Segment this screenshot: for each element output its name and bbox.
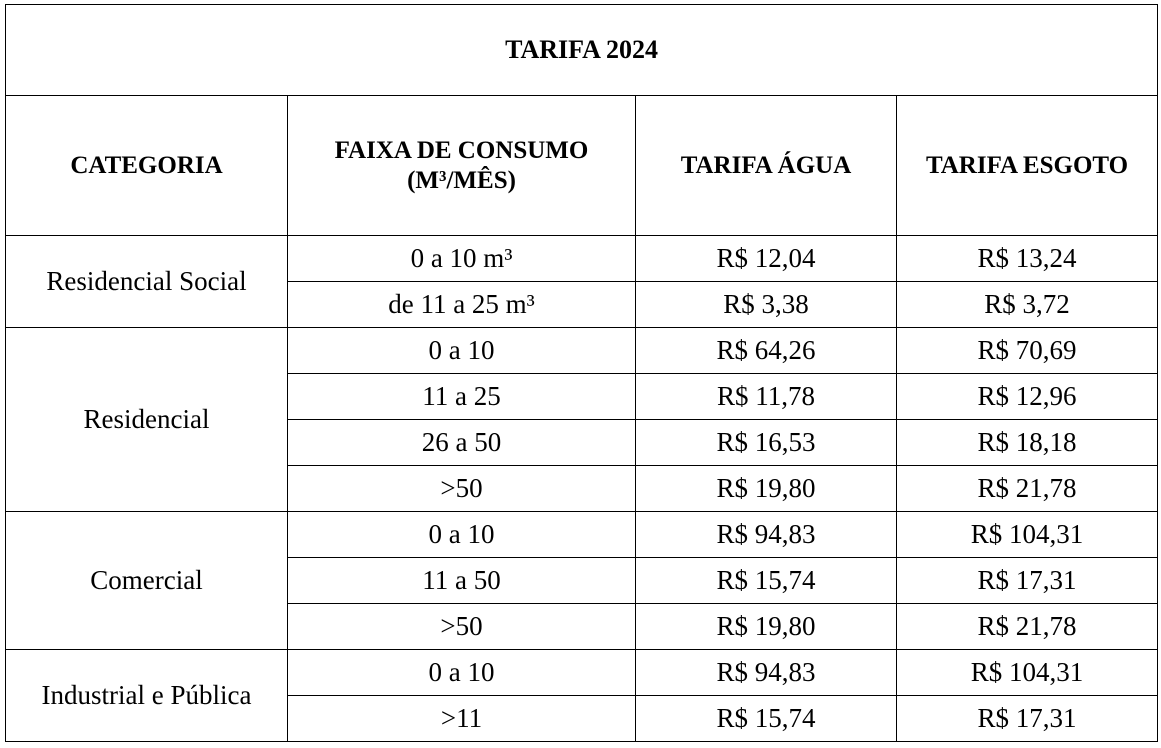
- table-title: TARIFA 2024: [6, 5, 1158, 96]
- range-cell: >11: [288, 696, 636, 742]
- category-cell: Industrial e Pública: [6, 650, 288, 742]
- sewer-tariff-cell: R$ 17,31: [897, 558, 1158, 604]
- water-tariff-cell: R$ 3,38: [636, 282, 897, 328]
- category-cell: Comercial: [6, 512, 288, 650]
- sewer-tariff-cell: R$ 21,78: [897, 604, 1158, 650]
- header-sewer-tariff: TARIFA ESGOTO: [897, 96, 1158, 236]
- table-row: [6, 328, 1158, 374]
- sewer-tariff-cell: R$ 21,78: [897, 466, 1158, 512]
- water-tariff-cell: R$ 94,83: [636, 650, 897, 696]
- range-cell: 0 a 10 m³: [288, 236, 636, 282]
- category-cell: Residencial: [6, 328, 288, 512]
- sewer-tariff-cell: R$ 104,31: [897, 650, 1158, 696]
- water-tariff-cell: R$ 11,78: [636, 374, 897, 420]
- range-cell: 11 a 25: [288, 374, 636, 420]
- water-tariff-cell: R$ 15,74: [636, 558, 897, 604]
- table-row: [6, 650, 1158, 696]
- range-cell: 0 a 10: [288, 328, 636, 374]
- water-tariff-cell: R$ 64,26: [636, 328, 897, 374]
- tariff-table: [5, 4, 1158, 742]
- range-cell: de 11 a 25 m³: [288, 282, 636, 328]
- water-tariff-cell: R$ 12,04: [636, 236, 897, 282]
- table-row: [6, 512, 1158, 558]
- header-category: CATEGORIA: [6, 96, 288, 236]
- table-row: [6, 236, 1158, 282]
- water-tariff-cell: R$ 16,53: [636, 420, 897, 466]
- water-tariff-cell: R$ 15,74: [636, 696, 897, 742]
- header-range-line1: FAIXA DE CONSUMO: [334, 136, 589, 164]
- sewer-tariff-cell: R$ 104,31: [897, 512, 1158, 558]
- water-tariff-cell: R$ 19,80: [636, 466, 897, 512]
- sewer-tariff-cell: R$ 12,96: [897, 374, 1158, 420]
- category-cell: Residencial Social: [6, 236, 288, 328]
- header-row: [6, 96, 1158, 236]
- range-cell: >50: [288, 466, 636, 512]
- sewer-tariff-cell: R$ 3,72: [897, 282, 1158, 328]
- range-cell: 11 a 50: [288, 558, 636, 604]
- header-consumption-range: [288, 96, 636, 236]
- range-cell: >50: [288, 604, 636, 650]
- range-cell: 26 a 50: [288, 420, 636, 466]
- header-range-line2: (M³/MÊS): [407, 166, 516, 194]
- range-cell: 0 a 10: [288, 650, 636, 696]
- sewer-tariff-cell: R$ 70,69: [897, 328, 1158, 374]
- range-cell: 0 a 10: [288, 512, 636, 558]
- sewer-tariff-cell: R$ 17,31: [897, 696, 1158, 742]
- title-row: [6, 5, 1158, 96]
- header-water-tariff: TARIFA ÁGUA: [636, 96, 897, 236]
- sewer-tariff-cell: R$ 18,18: [897, 420, 1158, 466]
- water-tariff-cell: R$ 94,83: [636, 512, 897, 558]
- water-tariff-cell: R$ 19,80: [636, 604, 897, 650]
- sewer-tariff-cell: R$ 13,24: [897, 236, 1158, 282]
